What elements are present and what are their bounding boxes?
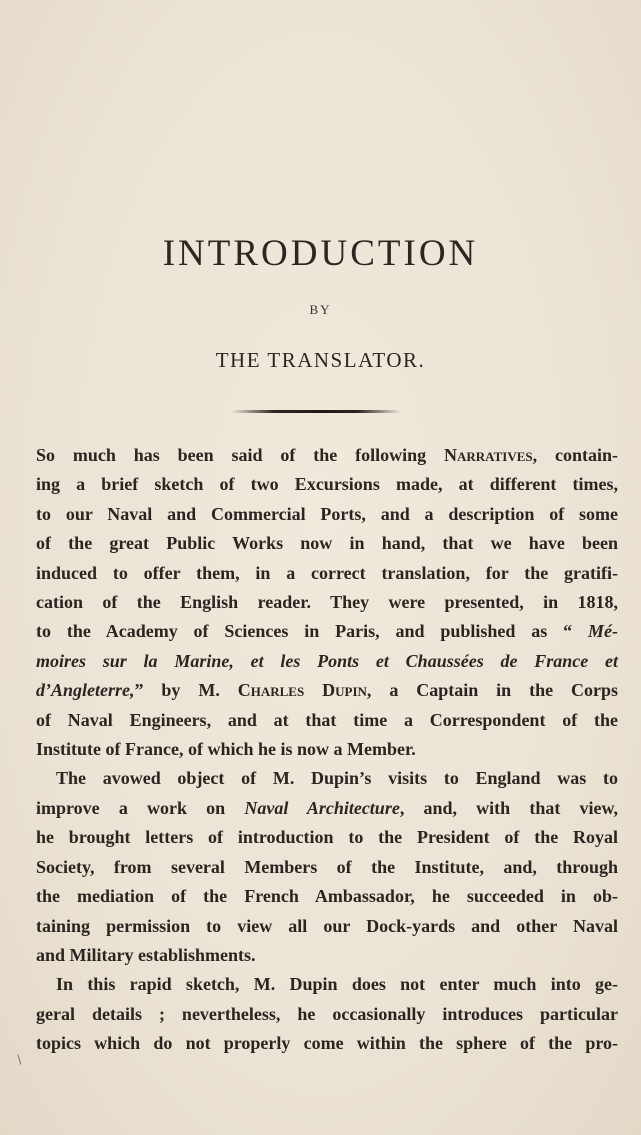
text-run: moires sur la Marine, et les Ponts et Chaussées de France et (36, 650, 618, 671)
text-run: Institute of France, of which he is now a Member. (36, 739, 416, 760)
text-run: , and, with that view, (399, 797, 618, 818)
text-run: , contain- (532, 445, 618, 465)
text-run: Naval Architecture (244, 797, 400, 818)
byline: BY (309, 302, 332, 317)
text-run: taining permission to view all our Dock-yards and other Naval (36, 915, 618, 936)
show-through-text (60, 30, 620, 220)
text-run: and Military establishments. (36, 944, 256, 965)
paragraph-1 (36, 441, 618, 735)
text-run: he brought letters of introduction to the President of the Royal (36, 827, 618, 848)
text-run: to our Naval and Commercial Ports, and a description of some (36, 503, 618, 524)
text-run: to the Academy of Sciences in Paris, and published as “ (36, 621, 588, 642)
text-run: of Naval Engineers, and at that time a Correspondent of the (36, 709, 618, 730)
text-run: Charles Dupin (237, 680, 367, 701)
text-run: In this rapid sketch, M. Dupin does not enter much into ge- (56, 974, 618, 995)
text-run: So much has been said of the following (36, 445, 445, 465)
decorative-rule (232, 410, 400, 413)
text-run: improve a work on (36, 797, 245, 818)
text-run: d’Angleterre, (36, 680, 135, 701)
text-run: induced to offer them, in a correct translation, for the gratifi- (36, 562, 618, 583)
text-run: The avowed object of M. Dupin’s visits to England was to (56, 768, 618, 789)
body-text (36, 441, 618, 1059)
page-title: INTRODUCTION (162, 233, 479, 274)
text-run: Narratives (444, 445, 533, 465)
text-run: , a Captain in the Corps (366, 680, 619, 701)
paragraph-2-end (36, 941, 618, 970)
text-run: geral details ; nevertheless, he occasionally introduces particular (36, 1003, 618, 1024)
text-run: Society, from several Members of the Institute, and, through (36, 856, 618, 877)
text-run: Mé- (588, 621, 618, 642)
text-run: of the great Public Works now in hand, that we have been (36, 533, 618, 554)
text-run: the mediation of the French Ambassador, he succeeded in ob- (36, 886, 618, 907)
text-run: ” by M. (134, 680, 238, 701)
paragraph-3 (36, 970, 618, 1058)
paragraph-1-end (36, 735, 618, 764)
paragraph-2 (36, 764, 618, 940)
text-run: topics which do not properly come within the sphere of the pro- (36, 1033, 618, 1054)
page-speck: ∖ (15, 1053, 23, 1067)
page-subtitle: THE TRANSLATOR. (215, 348, 426, 372)
text-run: ing a brief sketch of two Excursions made, at different times, (36, 474, 618, 495)
text-run: cation of the English reader. They were presented, in 1818, (36, 592, 618, 613)
